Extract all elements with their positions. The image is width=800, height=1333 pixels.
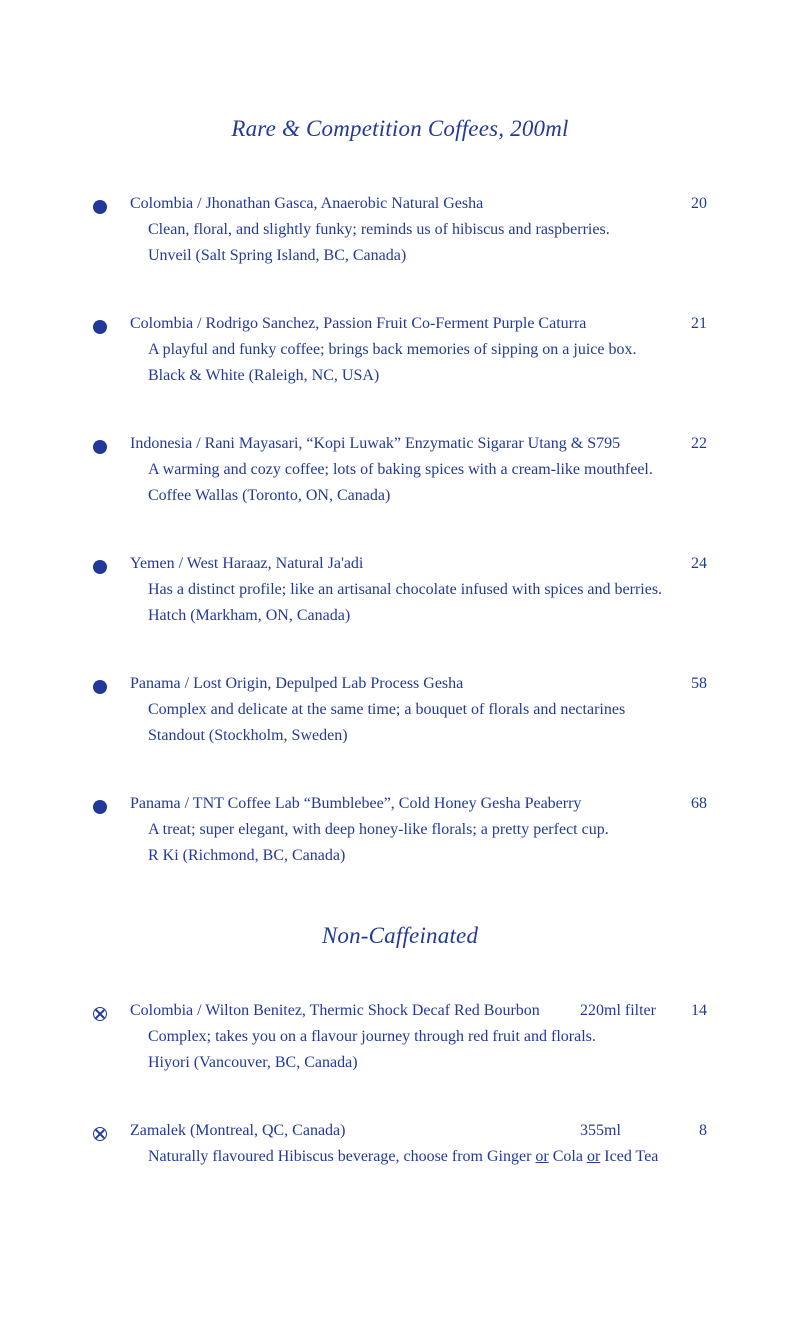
item-price: 22 — [691, 435, 707, 452]
item-name: Panama / Lost Origin, Depulped Lab Process Gesha — [130, 675, 464, 692]
section-title-rare: Rare & Competition Coffees, 200ml — [231, 116, 569, 141]
item-price: 68 — [691, 795, 707, 812]
filled-dot-icon — [93, 800, 107, 814]
item-description: A treat; super elegant, with deep honey-like florals; a pretty perfect cup. — [148, 821, 609, 838]
desc-part: Cola — [548, 1148, 587, 1165]
circled-x-icon — [93, 1007, 107, 1021]
menu-item — [0, 794, 800, 874]
desc-part: Iced Tea — [600, 1148, 659, 1165]
item-roaster: Hatch (Markham, ON, Canada) — [148, 607, 351, 624]
item-size: 220ml filter — [580, 1002, 656, 1019]
filled-dot-icon — [93, 200, 107, 214]
item-size: 355ml — [580, 1122, 621, 1139]
menu-item — [0, 434, 800, 514]
item-name: Zamalek (Montreal, QC, Canada) — [130, 1122, 346, 1139]
filled-dot-icon — [93, 320, 107, 334]
desc-or: or — [586, 1148, 601, 1165]
item-roaster: Coffee Wallas (Toronto, ON, Canada) — [148, 487, 391, 504]
filled-dot-icon — [93, 680, 107, 694]
menu-item — [0, 194, 800, 274]
item-roaster: Hiyori (Vancouver, BC, Canada) — [148, 1054, 358, 1071]
item-name: Colombia / Jhonathan Gasca, Anaerobic Natural Gesha — [130, 195, 484, 212]
item-price: 21 — [691, 315, 707, 332]
item-roaster: R Ki (Richmond, BC, Canada) — [148, 847, 346, 864]
menu-item — [0, 674, 800, 754]
menu-item — [0, 314, 800, 394]
item-name: Panama / TNT Coffee Lab “Bumblebee”, Cold Honey Gesha Peaberry — [130, 795, 582, 812]
item-roaster: Standout (Stockholm, Sweden) — [148, 727, 348, 744]
item-description: Clean, floral, and slightly funky; reminds us of hibiscus and raspberries. — [148, 221, 610, 238]
item-name: Colombia / Rodrigo Sanchez, Passion Fruit Co-Ferment Purple Caturra — [130, 315, 587, 332]
item-price: 8 — [699, 1122, 707, 1139]
item-price: 24 — [691, 555, 707, 572]
item-name: Yemen / West Haraaz, Natural Ja'adi — [130, 555, 364, 572]
menu-item — [0, 554, 800, 634]
item-roaster: Unveil (Salt Spring Island, BC, Canada) — [148, 247, 407, 264]
item-description: A playful and funky coffee; brings back memories of sipping on a juice box. — [148, 341, 637, 358]
item-description: A warming and cozy coffee; lots of baking spices with a cream-like mouthfeel. — [148, 461, 653, 478]
item-roaster: Black & White (Raleigh, NC, USA) — [148, 367, 380, 384]
item-description: Has a distinct profile; like an artisanal chocolate infused with spices and berries. — [148, 581, 663, 598]
item-price: 20 — [691, 195, 707, 212]
desc-or: or — [535, 1148, 549, 1165]
item-name: Colombia / Wilton Benitez, Thermic Shock Decaf Red Bourbon — [130, 1002, 540, 1019]
desc-part: Naturally flavoured Hibiscus beverage, choose from Ginger — [148, 1148, 536, 1165]
item-description: Complex and delicate at the same time; a bouquet of florals and nectarines — [148, 701, 626, 718]
item-description: Complex; takes you on a flavour journey through red fruit and florals. — [148, 1028, 596, 1045]
filled-dot-icon — [93, 440, 107, 454]
section-title-non-caffeinated: Non-Caffeinated — [321, 923, 479, 948]
circled-x-icon — [93, 1127, 107, 1141]
item-price: 58 — [691, 675, 707, 692]
item-name: Indonesia / Rani Mayasari, “Kopi Luwak” Enzymatic Sigarar Utang & S795 — [130, 435, 621, 452]
item-description — [148, 1147, 658, 1167]
filled-dot-icon — [93, 560, 107, 574]
item-price: 14 — [691, 1002, 707, 1019]
menu-item — [0, 1001, 800, 1081]
menu-item — [0, 1121, 800, 1201]
